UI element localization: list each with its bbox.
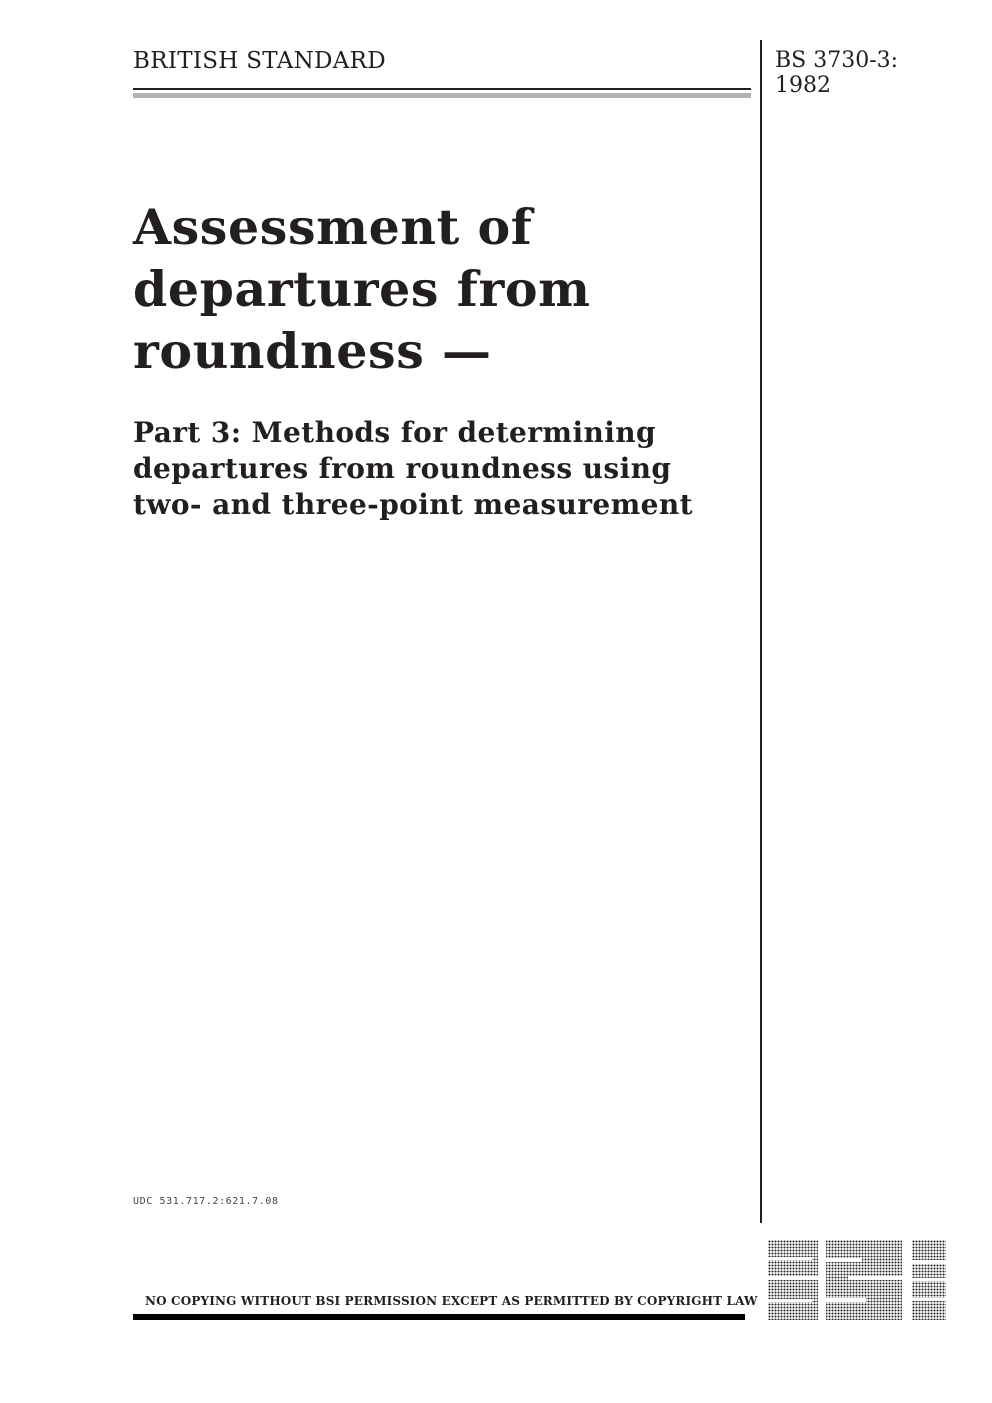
series-label: BRITISH STANDARD [133, 48, 387, 74]
copyright-bar [133, 1314, 745, 1320]
subtitle-line3: two- and three-point measurement [133, 488, 693, 521]
main-title-line2: departures from [133, 260, 591, 318]
bsi-logo-icon [768, 1240, 946, 1320]
subtitle-line1: Part 3: Methods for determining [133, 416, 657, 449]
standard-number-line2: 1982 [775, 73, 831, 98]
standard-number-line1: BS 3730-3: [775, 48, 899, 73]
subtitle-line2: departures from roundness using [133, 452, 672, 485]
copyright-notice: NO COPYING WITHOUT BSI PERMISSION EXCEPT AS PERMITTED BY COPYRIGHT LAW [145, 1294, 758, 1308]
main-title [133, 196, 591, 382]
main-title-line3: roundness — [133, 322, 492, 380]
subtitle [133, 415, 693, 523]
main-title-line1: Assessment of [133, 198, 533, 256]
standard-number [775, 48, 898, 98]
vertical-divider [760, 40, 762, 1223]
udc-code: UDC 531.717.2:621.7.08 [133, 1196, 279, 1207]
header-rule-grey [133, 93, 751, 98]
header-rule-thin [133, 88, 751, 90]
